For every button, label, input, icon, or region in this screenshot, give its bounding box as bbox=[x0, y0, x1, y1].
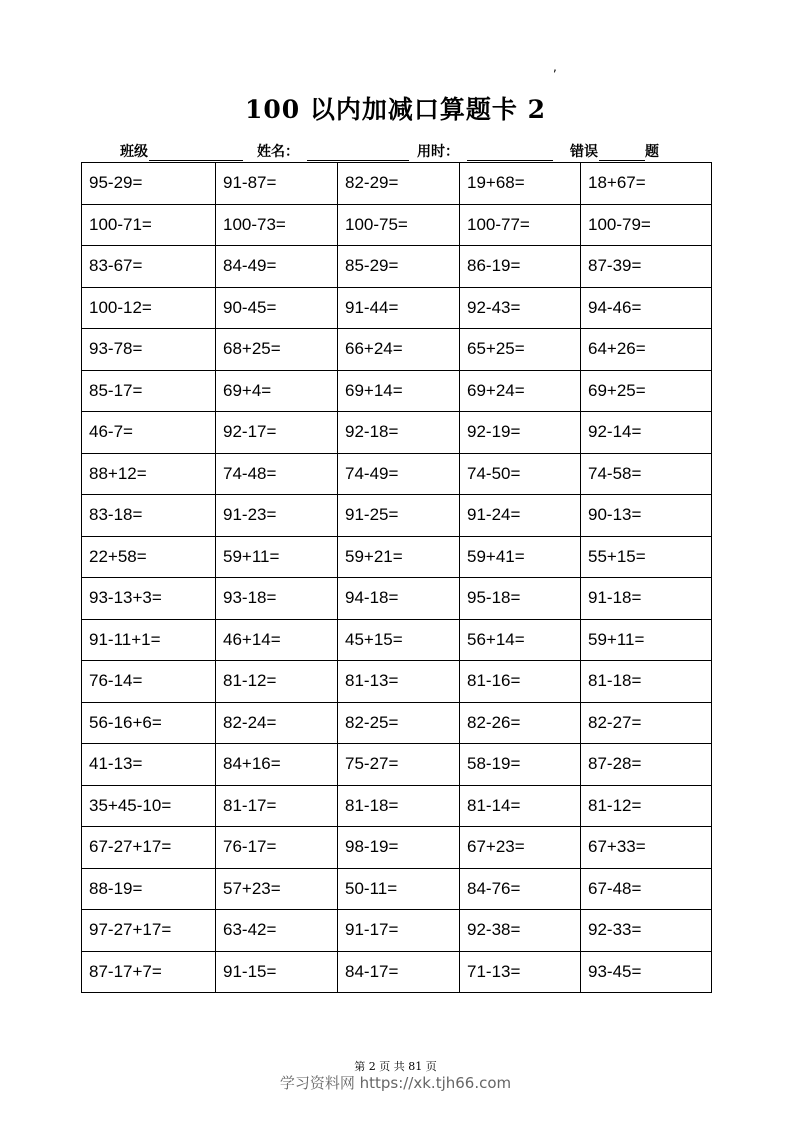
table-row bbox=[82, 702, 712, 744]
table-row bbox=[82, 744, 712, 786]
problem-table-body bbox=[82, 163, 712, 993]
problem-cell: 82-29= bbox=[338, 163, 460, 205]
problem-cell: 69+25= bbox=[581, 370, 712, 412]
problem-cell: 84-49= bbox=[216, 246, 338, 288]
problem-cell: 91-23= bbox=[216, 495, 338, 537]
table-row bbox=[82, 785, 712, 827]
table-row bbox=[82, 827, 712, 869]
error-blank[interactable] bbox=[599, 144, 645, 161]
page-number: 第 2 页 共 81 页 bbox=[354, 1060, 437, 1073]
problem-cell: 55+15= bbox=[581, 536, 712, 578]
problem-cell: 68+25= bbox=[216, 329, 338, 371]
problem-cell: 93-45= bbox=[581, 951, 712, 993]
table-row bbox=[82, 619, 712, 661]
table-row bbox=[82, 370, 712, 412]
error-suffix: 题 bbox=[645, 144, 659, 160]
table-row bbox=[82, 910, 712, 952]
problem-cell: 69+14= bbox=[338, 370, 460, 412]
problem-cell: 67-48= bbox=[581, 868, 712, 910]
problem-cell: 74-58= bbox=[581, 453, 712, 495]
problem-cell: 59+11= bbox=[216, 536, 338, 578]
table-row bbox=[82, 578, 712, 620]
problem-cell: 81-12= bbox=[581, 785, 712, 827]
problem-cell: 74-49= bbox=[338, 453, 460, 495]
problem-cell: 91-44= bbox=[338, 287, 460, 329]
error-label: 错误 bbox=[570, 144, 598, 160]
problem-cell: 91-87= bbox=[216, 163, 338, 205]
problem-cell: 82-24= bbox=[216, 702, 338, 744]
problem-cell: 81-18= bbox=[581, 661, 712, 703]
problem-cell: 41-13= bbox=[82, 744, 216, 786]
problem-cell: 50-11= bbox=[338, 868, 460, 910]
problem-cell: 58-19= bbox=[460, 744, 581, 786]
page-title: 100 以内加减口算题卡 2 bbox=[245, 95, 546, 124]
problem-cell: 94-46= bbox=[581, 287, 712, 329]
problem-cell: 18+67= bbox=[581, 163, 712, 205]
problem-cell: 100-12= bbox=[82, 287, 216, 329]
problem-cell: 46-7= bbox=[82, 412, 216, 454]
table-row bbox=[82, 495, 712, 537]
table-row bbox=[82, 453, 712, 495]
problem-cell: 91-17= bbox=[338, 910, 460, 952]
problem-cell: 95-29= bbox=[82, 163, 216, 205]
problem-cell: 87-39= bbox=[581, 246, 712, 288]
time-field bbox=[417, 141, 553, 161]
table-row bbox=[82, 868, 712, 910]
problem-cell: 76-17= bbox=[216, 827, 338, 869]
table-row bbox=[82, 412, 712, 454]
problem-cell: 90-45= bbox=[216, 287, 338, 329]
table-row bbox=[82, 951, 712, 993]
problem-cell: 56+14= bbox=[460, 619, 581, 661]
problem-cell: 86-19= bbox=[460, 246, 581, 288]
problem-cell: 92-14= bbox=[581, 412, 712, 454]
problem-cell: 45+15= bbox=[338, 619, 460, 661]
problem-cell: 69+4= bbox=[216, 370, 338, 412]
problem-cell: 74-50= bbox=[460, 453, 581, 495]
problem-cell: 88-19= bbox=[82, 868, 216, 910]
problem-cell: 85-29= bbox=[338, 246, 460, 288]
table-row bbox=[82, 536, 712, 578]
name-label: 姓名： bbox=[257, 144, 299, 160]
problem-cell: 84+16= bbox=[216, 744, 338, 786]
problem-cell: 92-18= bbox=[338, 412, 460, 454]
time-blank[interactable] bbox=[467, 144, 553, 161]
problem-cell: 83-18= bbox=[82, 495, 216, 537]
problem-cell: 81-13= bbox=[338, 661, 460, 703]
problem-cell: 98-19= bbox=[338, 827, 460, 869]
problem-cell: 92-38= bbox=[460, 910, 581, 952]
problem-cell: 100-73= bbox=[216, 204, 338, 246]
problem-cell: 87-17+7= bbox=[82, 951, 216, 993]
problem-cell: 82-25= bbox=[338, 702, 460, 744]
table-row bbox=[82, 163, 712, 205]
problem-cell: 93-78= bbox=[82, 329, 216, 371]
problem-cell: 94-18= bbox=[338, 578, 460, 620]
problem-cell: 91-18= bbox=[581, 578, 712, 620]
problem-cell: 59+41= bbox=[460, 536, 581, 578]
problem-cell: 81-12= bbox=[216, 661, 338, 703]
problem-cell: 56-16+6= bbox=[82, 702, 216, 744]
problem-cell: 87-28= bbox=[581, 744, 712, 786]
problem-cell: 92-17= bbox=[216, 412, 338, 454]
problem-cell: 63-42= bbox=[216, 910, 338, 952]
problem-cell: 100-71= bbox=[82, 204, 216, 246]
problem-cell: 91-11+1= bbox=[82, 619, 216, 661]
problem-table bbox=[81, 162, 712, 993]
problem-cell: 81-14= bbox=[460, 785, 581, 827]
problem-cell: 59+11= bbox=[581, 619, 712, 661]
problem-cell: 97-27+17= bbox=[82, 910, 216, 952]
problem-cell: 81-18= bbox=[338, 785, 460, 827]
problem-cell: 100-77= bbox=[460, 204, 581, 246]
problem-cell: 81-17= bbox=[216, 785, 338, 827]
problem-cell: 64+26= bbox=[581, 329, 712, 371]
student-info-row bbox=[120, 141, 680, 163]
top-mark: , bbox=[553, 60, 557, 74]
problem-cell: 35+45-10= bbox=[82, 785, 216, 827]
class-field bbox=[120, 141, 243, 161]
problem-cell: 46+14= bbox=[216, 619, 338, 661]
table-row bbox=[82, 287, 712, 329]
problem-cell: 81-16= bbox=[460, 661, 581, 703]
problem-cell: 92-19= bbox=[460, 412, 581, 454]
class-label: 班级 bbox=[120, 144, 148, 160]
name-field bbox=[257, 141, 409, 161]
problem-cell: 84-17= bbox=[338, 951, 460, 993]
problem-cell: 100-79= bbox=[581, 204, 712, 246]
problem-cell: 59+21= bbox=[338, 536, 460, 578]
problem-cell: 85-17= bbox=[82, 370, 216, 412]
error-field bbox=[570, 141, 659, 161]
problem-cell: 67-27+17= bbox=[82, 827, 216, 869]
problem-cell: 67+23= bbox=[460, 827, 581, 869]
problem-cell: 69+24= bbox=[460, 370, 581, 412]
problem-cell: 90-13= bbox=[581, 495, 712, 537]
problem-cell: 91-24= bbox=[460, 495, 581, 537]
problem-cell: 75-27= bbox=[338, 744, 460, 786]
site-watermark: 学习资料网 https://xk.tjh66.com bbox=[279, 1074, 512, 1092]
problem-cell: 57+23= bbox=[216, 868, 338, 910]
problem-cell: 66+24= bbox=[338, 329, 460, 371]
problem-cell: 88+12= bbox=[82, 453, 216, 495]
table-row bbox=[82, 204, 712, 246]
table-row bbox=[82, 246, 712, 288]
time-label: 用时： bbox=[417, 144, 459, 160]
problem-cell: 65+25= bbox=[460, 329, 581, 371]
problem-cell: 83-67= bbox=[82, 246, 216, 288]
problem-cell: 74-48= bbox=[216, 453, 338, 495]
table-row bbox=[82, 329, 712, 371]
problem-cell: 91-25= bbox=[338, 495, 460, 537]
problem-cell: 92-33= bbox=[581, 910, 712, 952]
problem-cell: 93-18= bbox=[216, 578, 338, 620]
problem-cell: 92-43= bbox=[460, 287, 581, 329]
table-row bbox=[82, 661, 712, 703]
problem-cell: 82-26= bbox=[460, 702, 581, 744]
problem-cell: 100-75= bbox=[338, 204, 460, 246]
problem-cell: 76-14= bbox=[82, 661, 216, 703]
problem-cell: 91-15= bbox=[216, 951, 338, 993]
problem-cell: 19+68= bbox=[460, 163, 581, 205]
problem-cell: 95-18= bbox=[460, 578, 581, 620]
problem-cell: 71-13= bbox=[460, 951, 581, 993]
class-blank[interactable] bbox=[149, 144, 243, 161]
problem-cell: 67+33= bbox=[581, 827, 712, 869]
problem-cell: 93-13+3= bbox=[82, 578, 216, 620]
problem-cell: 84-76= bbox=[460, 868, 581, 910]
name-blank[interactable] bbox=[307, 144, 409, 161]
problem-cell: 82-27= bbox=[581, 702, 712, 744]
problem-cell: 22+58= bbox=[82, 536, 216, 578]
